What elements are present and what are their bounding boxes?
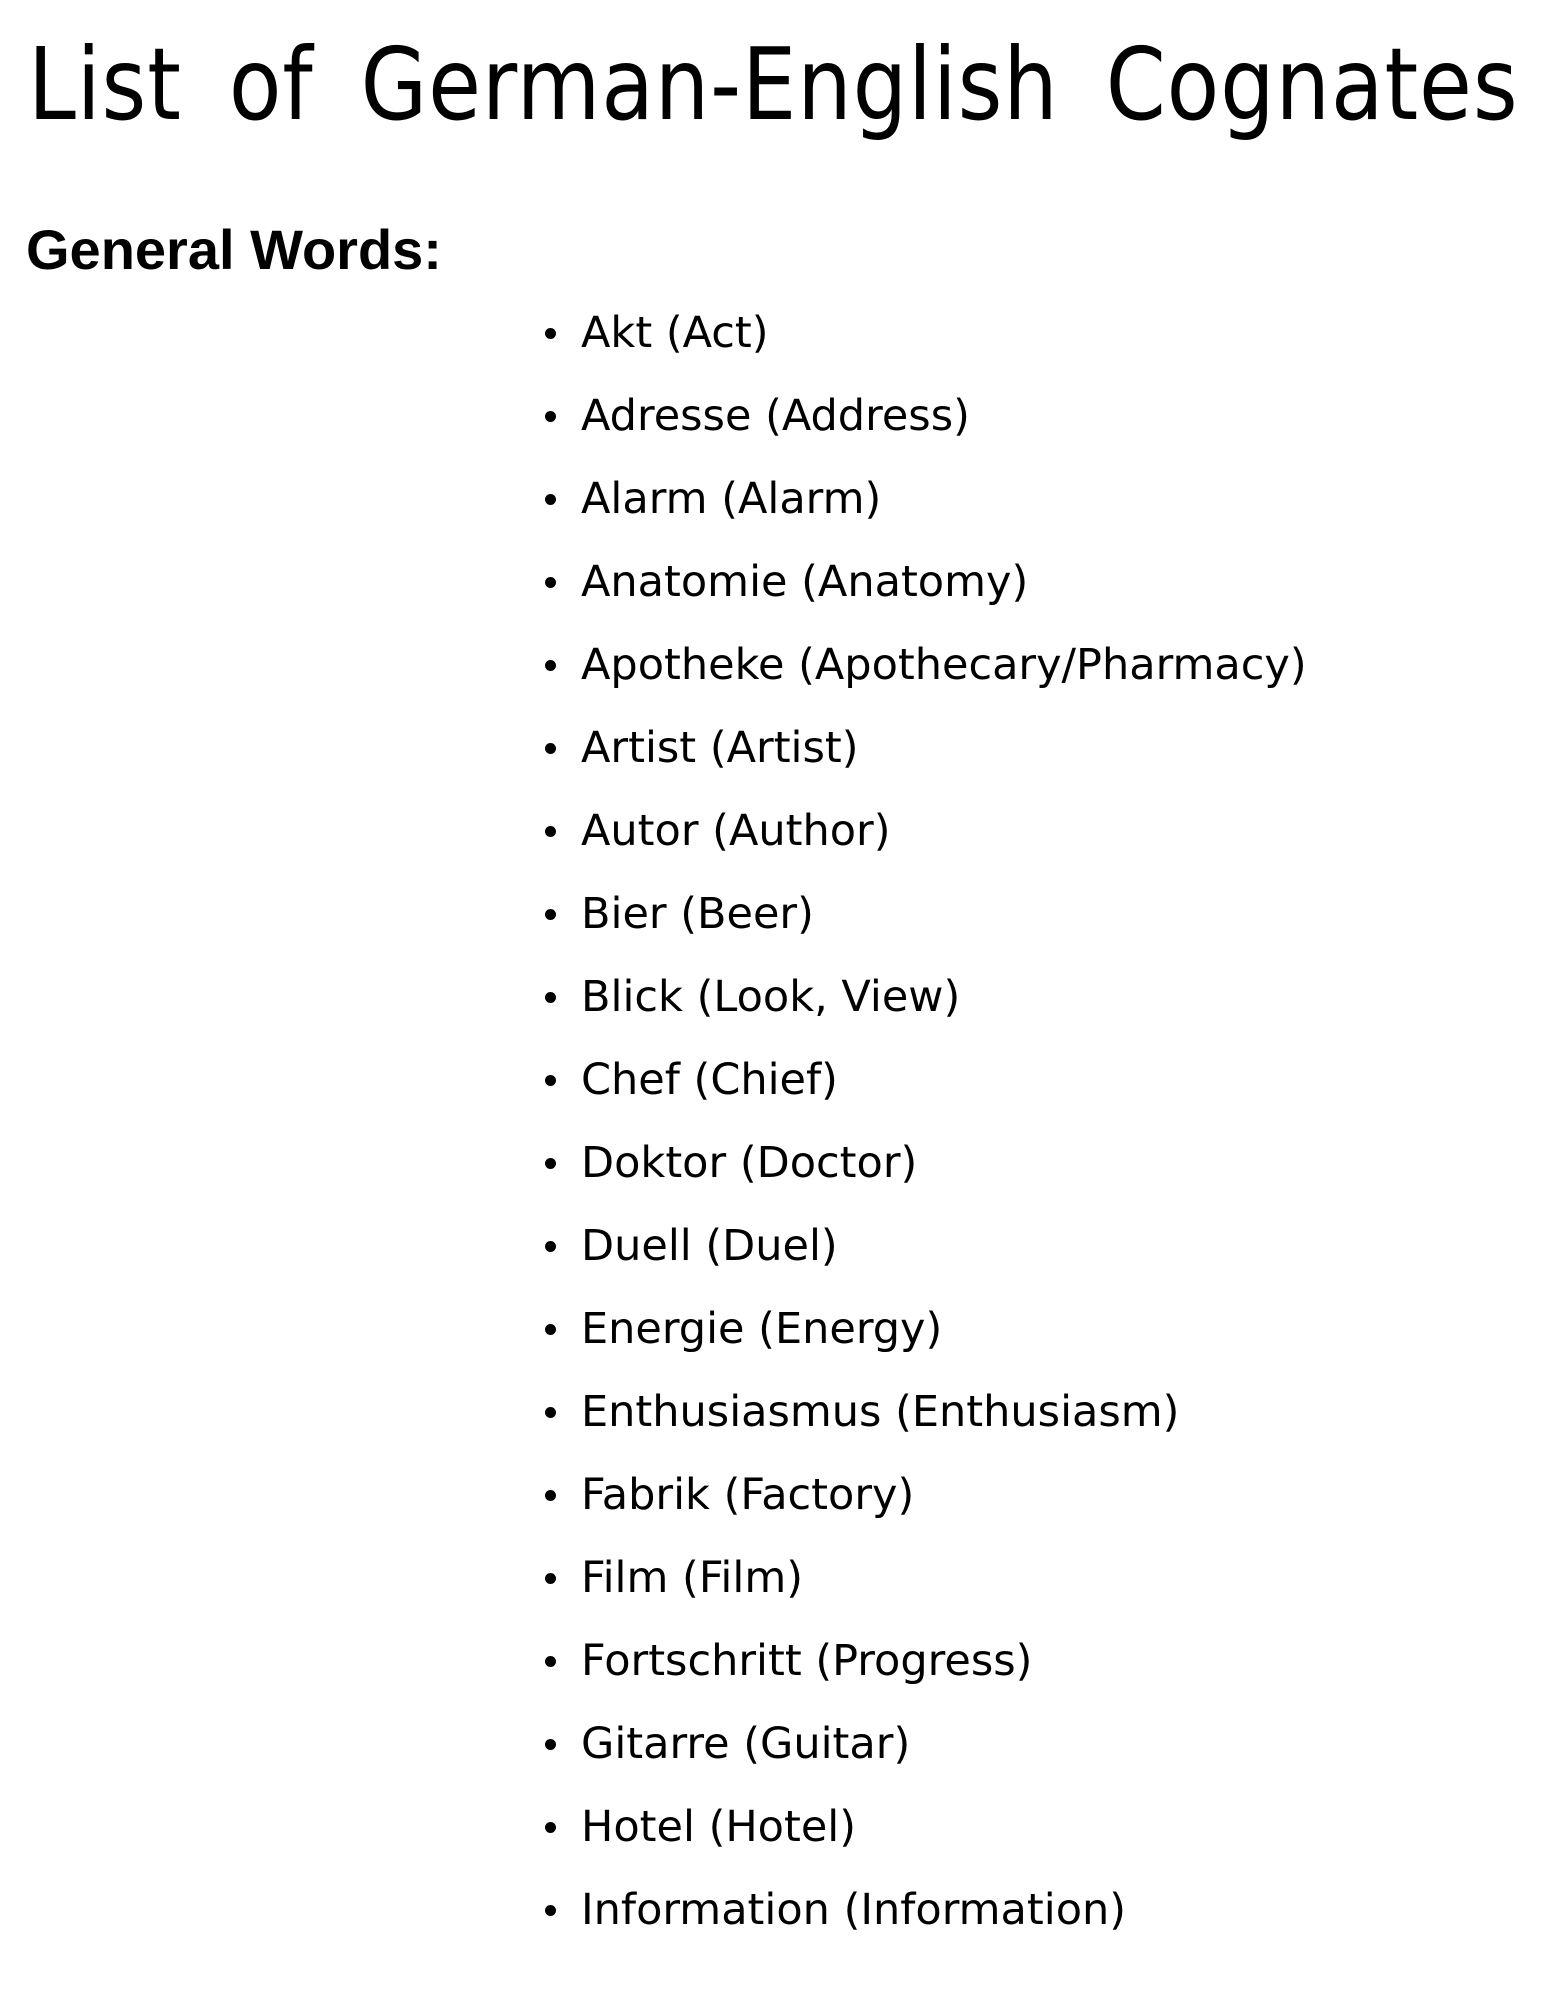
list-item [545, 719, 1307, 802]
list-item [545, 1715, 1307, 1798]
list-item [545, 1051, 1307, 1134]
list-item-text: Anatomie (Anatomy) [581, 557, 1029, 607]
list-item-text: Duell (Duel) [581, 1221, 838, 1271]
list-item-text: Apotheke (Apothecary/Pharmacy) [581, 640, 1307, 690]
list-item-text: Film (Film) [581, 1553, 803, 1603]
bullet-icon [545, 1656, 556, 1667]
bullet-icon [545, 328, 556, 339]
list-item-text: Information (Information) [581, 1885, 1127, 1935]
list-item-text: Artist (Artist) [581, 723, 859, 773]
list-item-text: Chef (Chief) [581, 1055, 838, 1105]
bullet-icon [545, 1241, 556, 1252]
bullet-icon [545, 909, 556, 920]
list-item-text: Adresse (Address) [581, 391, 970, 441]
page-title: List of German-English Cognates [28, 26, 1519, 143]
bullet-icon [545, 1075, 556, 1086]
bullet-icon [545, 1490, 556, 1501]
list-item [545, 1798, 1307, 1881]
list-item [545, 1217, 1307, 1300]
bullet-icon [545, 1739, 556, 1750]
list-item [545, 553, 1307, 636]
list-item [545, 636, 1307, 719]
list-item [545, 1466, 1307, 1549]
list-item-text: Autor (Author) [581, 806, 891, 856]
bullet-icon [545, 826, 556, 837]
bullet-icon [545, 1158, 556, 1169]
bullet-icon [545, 743, 556, 754]
list-item [545, 968, 1307, 1051]
bullet-icon [545, 1573, 556, 1584]
bullet-icon [545, 1407, 556, 1418]
list-item-text: Akt (Act) [581, 308, 769, 358]
list-item [545, 1549, 1307, 1632]
cognate-list [545, 304, 1307, 1964]
list-item [545, 1383, 1307, 1466]
bullet-icon [545, 660, 556, 671]
list-item [545, 802, 1307, 885]
bullet-icon [545, 1324, 556, 1335]
bullet-icon [545, 1822, 556, 1833]
bullet-icon [545, 411, 556, 422]
list-item [545, 1300, 1307, 1383]
list-item-text: Hotel (Hotel) [581, 1802, 857, 1852]
list-item-text: Alarm (Alarm) [581, 474, 882, 524]
list-item-text: Fortschritt (Progress) [581, 1636, 1033, 1686]
list-item-text: Gitarre (Guitar) [581, 1719, 911, 1769]
list-item [545, 1632, 1307, 1715]
list-item-text: Blick (Look, View) [581, 972, 961, 1022]
list-item [545, 387, 1307, 470]
bullet-icon [545, 992, 556, 1003]
list-item [545, 885, 1307, 968]
list-item-text: Bier (Beer) [581, 889, 814, 939]
list-item-text: Doktor (Doctor) [581, 1138, 918, 1188]
list-item [545, 1881, 1307, 1964]
bullet-icon [545, 494, 556, 505]
list-item-text: Enthusiasmus (Enthusiasm) [581, 1387, 1180, 1437]
list-item [545, 1134, 1307, 1217]
bullet-icon [545, 577, 556, 588]
section-heading-general-words: General Words: [26, 218, 442, 281]
list-item [545, 304, 1307, 387]
list-item [545, 470, 1307, 553]
list-item-text: Energie (Energy) [581, 1304, 943, 1354]
bullet-icon [545, 1905, 556, 1916]
list-item-text: Fabrik (Factory) [581, 1470, 915, 1520]
